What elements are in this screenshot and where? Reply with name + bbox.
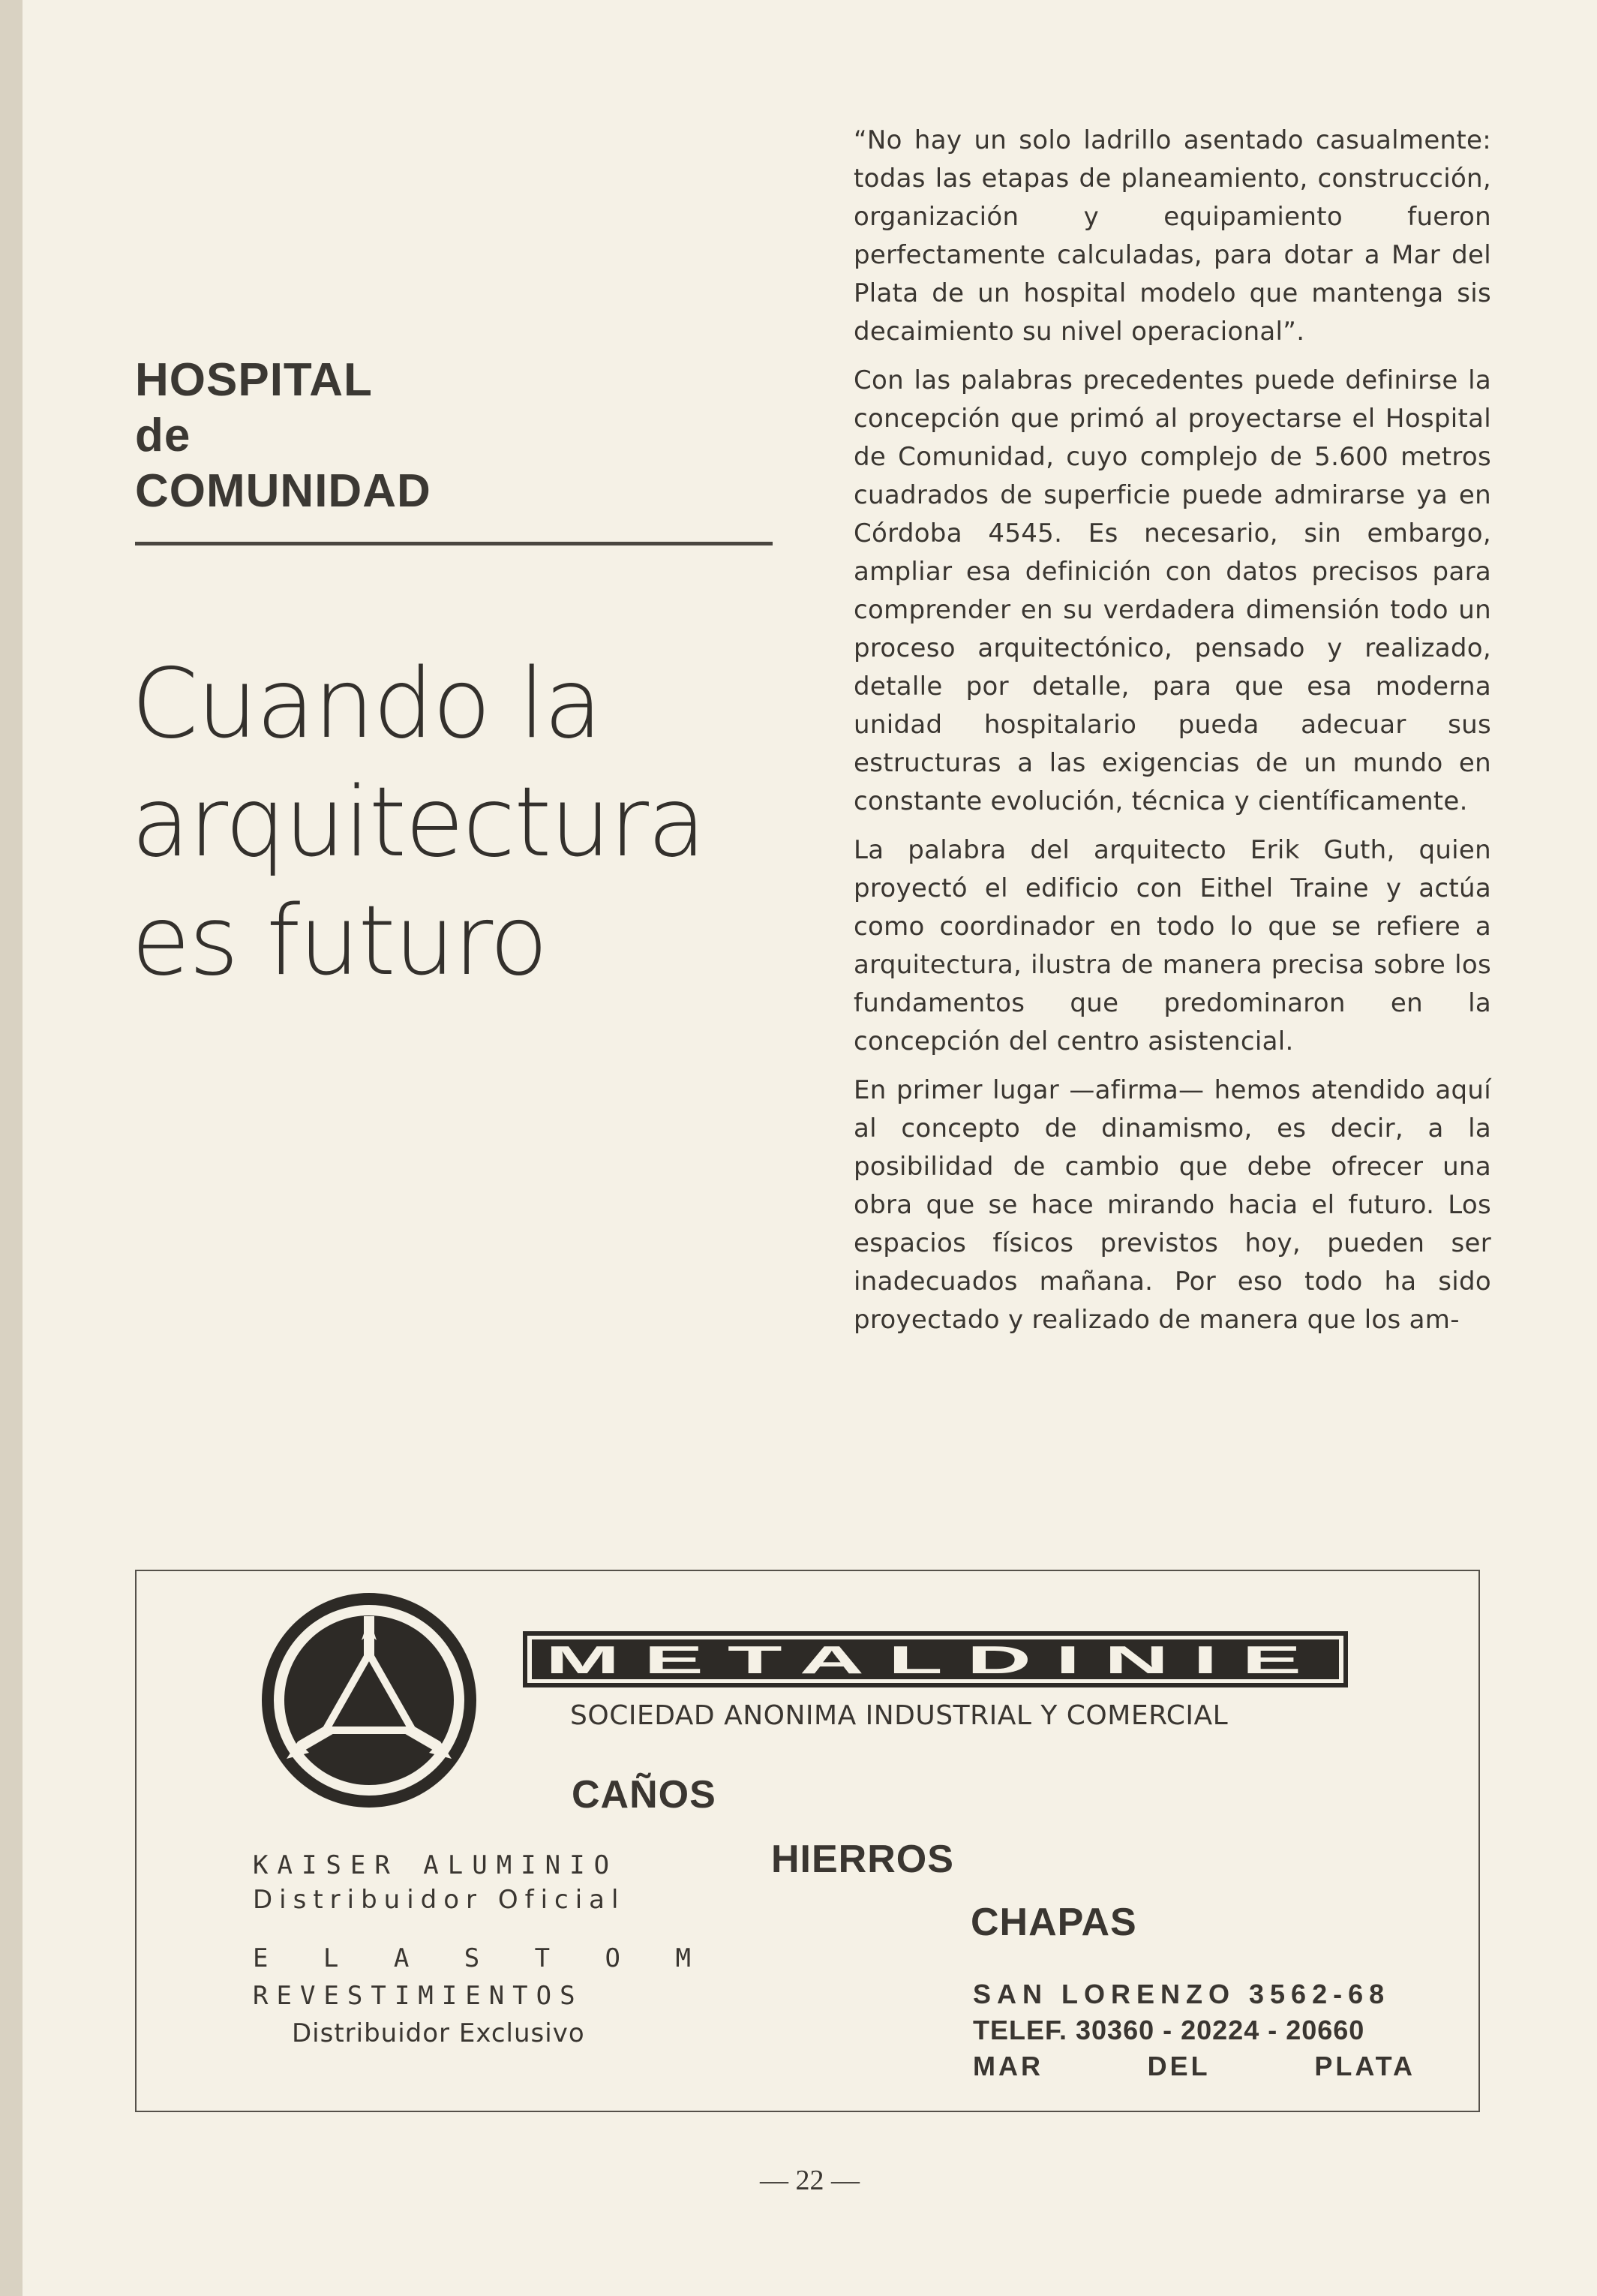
body-paragraph-1: “No hay un solo ladrillo asentado casualmente: todas las etapas de planeamiento, construcción, organización y equipamiento fueron perfectamente calculadas, para dotar a Mar del Plata de un hospital modelo que mantenga sis decaimiento su nivel operacional”. (854, 125, 1491, 347)
section-kicker (135, 353, 773, 519)
kicker-line-2: de (135, 410, 191, 461)
headline-line-1: Cuando la (131, 648, 602, 760)
company-subtitle: SOCIEDAD ANONIMA INDUSTRIAL Y COMERCIAL (570, 1700, 1229, 1731)
metaldinie-advertisement (135, 1570, 1480, 2112)
body-paragraph-2: Con las palabras precedentes puede definirse la concepción que primó al proyectarse el Hospital de Comunidad, cuyo complejo de 5.600 metros cuadrados de superficie puede admirarse ya en Córdoba 4545. Es necesario, sin embargo, ampliar esa definición con datos precisos para comprender en su verdadera dimensión todo un proceso arquitectónico, pensado y realizado, detalle por detalle, para que esa moderna unidad hospitalario pueda adecuar sus estructuras a las exigencias de un mundo en constante evolución, técnica y científicamente. (854, 365, 1491, 816)
kicker-rule (135, 542, 773, 545)
revestimientos: REVESTIMIENTOS (253, 1981, 584, 2011)
elastom-letter: S (464, 1943, 485, 1973)
brand-wordmark (523, 1631, 1348, 1687)
kaiser-note: Distribuidor Oficial (253, 1885, 626, 1915)
elastom-letter: L (323, 1943, 344, 1973)
city (973, 2048, 1415, 2084)
elastom-letter: A (393, 1943, 414, 1973)
elastom-letter: T (534, 1943, 555, 1973)
distributor-block (253, 1850, 695, 2048)
article-body (854, 122, 1491, 1350)
city-word: PLATA (1314, 2051, 1415, 2081)
headline-line-2: arquitectura (131, 767, 705, 879)
contact-block (973, 1976, 1423, 2084)
category-canos: CAÑOS (572, 1773, 716, 1817)
article-headline (131, 645, 731, 1001)
brand-name: METALDINIE (545, 1639, 1325, 1682)
body-paragraph-4: En primer lugar —afirma— hemos atendido aquí al concepto de dinamismo, es decir, a la posibilidad de cambio que debe ofrecer una obra que se hace mirando hacia el futuro. Los espacios físicos previstos hoy, pueden ser inadecuados mañana. Por eso todo ha sido proyectado y realizado de manera que los am- (854, 1075, 1491, 1335)
elastom-note: Distribuidor Exclusivo (292, 2018, 585, 2048)
magazine-page (23, 0, 1597, 2296)
elastom-letter: E (253, 1943, 273, 1973)
kicker-line-1: HOSPITAL (135, 354, 373, 406)
elastom-name (253, 1943, 695, 1973)
street-address: SAN LORENZO 3562-68 (973, 1979, 1391, 2009)
city-word: MAR (973, 2051, 1043, 2081)
kicker-line-3: COMUNIDAD (135, 465, 431, 517)
elastom-letter: M (675, 1943, 695, 1973)
kaiser-aluminio: KAISER ALUMINIO (253, 1850, 619, 1880)
category-hierros: HIERROS (771, 1838, 954, 1881)
headline-line-3: es futuro (131, 885, 547, 997)
elastom-letter: O (605, 1943, 626, 1973)
city-word: DEL (1147, 2051, 1211, 2081)
category-chapas: CHAPAS (971, 1901, 1137, 1944)
phone-numbers: TELEF. 30360 - 20224 - 20660 (973, 2015, 1365, 2045)
metaldinie-logo-icon (257, 1588, 482, 1813)
page-number: — 22 — (760, 2165, 860, 2196)
body-paragraph-3: La palabra del arquitecto Erik Guth, quien proyectó el edificio con Eithel Traine y actúa como coordinador en todo lo que se refiere a arquitectura, ilustra de manera precisa sobre los fundamentos que predominaron en la concepción del centro asistencial. (854, 835, 1491, 1056)
